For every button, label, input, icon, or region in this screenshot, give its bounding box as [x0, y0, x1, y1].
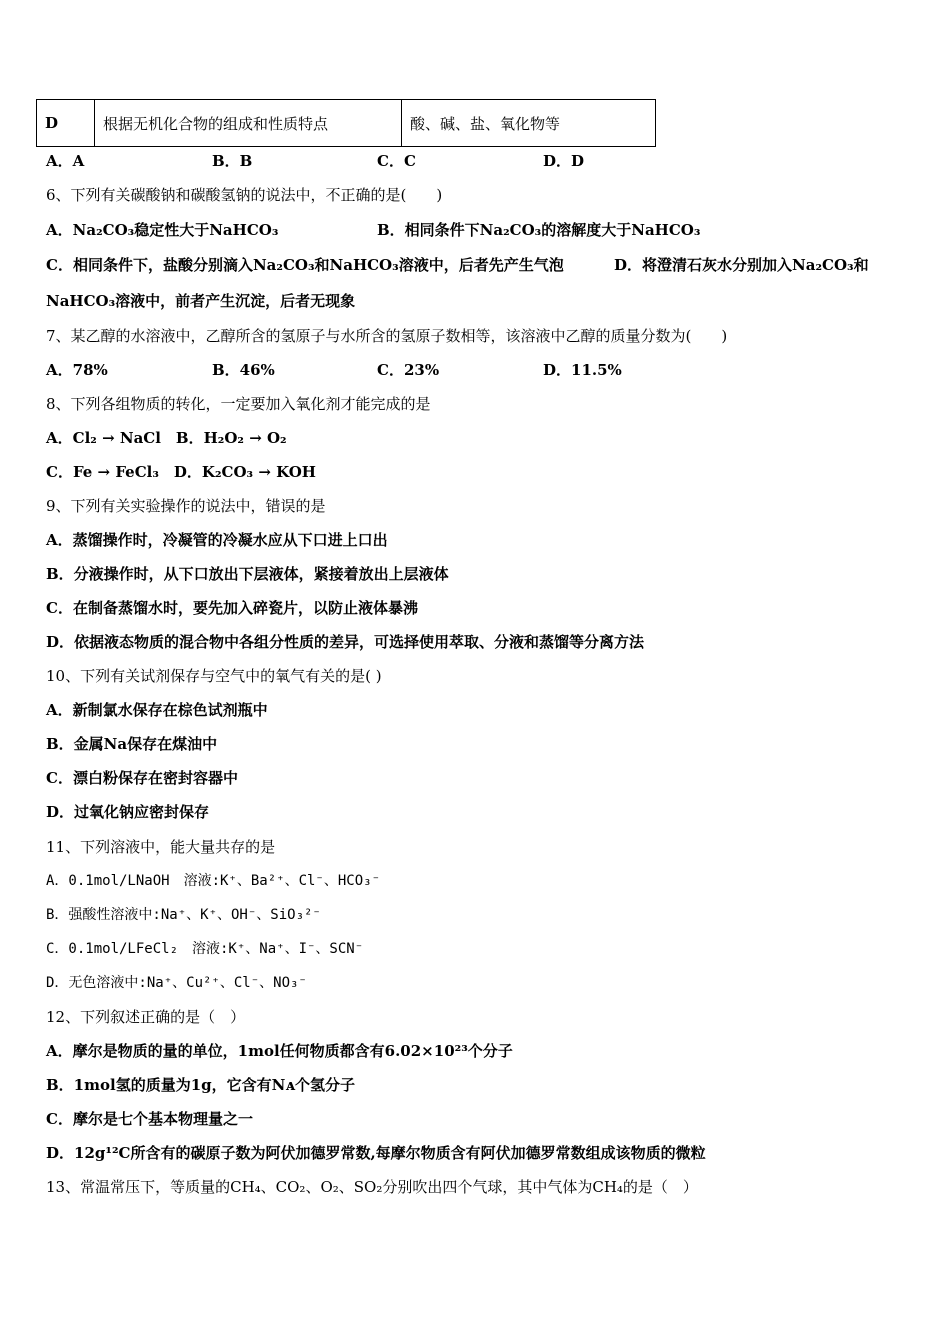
- q13-stem: 13、常温常压下，等质量的CH₄、CO₂、O₂、SO₂分别吹出四个气球，其中气体为CH₄的是（ ）: [46, 1178, 698, 1196]
- q12-option-c: C．摩尔是七个基本物理量之一: [46, 1110, 253, 1128]
- q8-stem: 8、下列各组物质的转化，一定要加入氧化剂才能完成的是: [46, 395, 431, 413]
- q11-option-b: B．强酸性溶液中:Na⁺、K⁺、OH⁻、SiO₃²⁻: [46, 907, 321, 923]
- q7-option-c: C．23%: [377, 361, 440, 379]
- q6-option-d-line1: D．将澄清石灰水分别加入Na₂CO₃和: [614, 256, 869, 274]
- q10-option-a: A．新制氯水保存在棕色试剂瓶中: [46, 701, 268, 719]
- q5-option-a: A．A: [46, 152, 85, 170]
- q6-option-c: C．相同条件下，盐酸分别滴入Na₂CO₃和NaHCO₃溶液中，后者先产生气泡: [46, 256, 564, 274]
- q10-option-d: D．过氧化钠应密封保存: [46, 803, 210, 821]
- q9-option-b: B．分液操作时，从下口放出下层液体，紧接着放出上层液体: [46, 565, 449, 583]
- table-cell-letter: D: [37, 100, 95, 147]
- q7-option-d: D．11.5%: [543, 361, 622, 379]
- q11-option-d: D．无色溶液中:Na⁺、Cu²⁺、Cl⁻、NO₃⁻: [46, 975, 307, 991]
- q12-option-a: A．摩尔是物质的量的单位，1mol任何物质都含有6.02×10²³个分子: [46, 1042, 513, 1060]
- q6-option-a: A．Na₂CO₃稳定性大于NaHCO₃: [46, 221, 279, 239]
- q5-option-b: B．B: [212, 152, 253, 170]
- q10-option-b: B．金属Na保存在煤油中: [46, 735, 218, 753]
- q7-option-b: B．46%: [212, 361, 275, 379]
- q9-option-c: C．在制备蒸馏水时，要先加入碎瓷片，以防止液体暴沸: [46, 599, 418, 617]
- q9-option-d: D．依据液态物质的混合物中各组分性质的差异，可选择使用萃取、分液和蒸馏等分离方法: [46, 633, 645, 651]
- q6-stem: 6、下列有关碳酸钠和碳酸氢钠的说法中，不正确的是( ): [46, 186, 443, 204]
- q6-option-b: B．相同条件下Na₂CO₃的溶解度大于NaHCO₃: [377, 221, 701, 239]
- q12-option-b: B．1mol氢的质量为1g，它含有Nᴀ个氢分子: [46, 1076, 355, 1094]
- q11-option-c: C．0.1mol/LFeCl₂ 溶液:K⁺、Na⁺、I⁻、SCN⁻: [46, 941, 364, 957]
- q7-stem: 7、某乙醇的水溶液中，乙醇所含的氢原子与水所含的氢原子数相等，该溶液中乙醇的质量分数为( ): [46, 327, 728, 345]
- q12-option-d: D．12g¹²C所含有的碳原子数为阿伏加德罗常数,每摩尔物质含有阿伏加德罗常数组成该物质的微粒: [46, 1144, 706, 1162]
- q5-option-d: D．D: [543, 152, 585, 170]
- q5-option-c: C．C: [377, 152, 416, 170]
- q8-options-cd: C．Fe → FeCl₃ D．K₂CO₃ → KOH: [46, 463, 316, 481]
- q8-options-ab: A．Cl₂ → NaCl B．H₂O₂ → O₂: [46, 429, 287, 447]
- q9-option-a: A．蒸馏操作时，冷凝管的冷凝水应从下口进上口出: [46, 531, 388, 549]
- q6-option-d-line2: NaHCO₃溶液中，前者产生沉淀，后者无现象: [46, 292, 356, 310]
- q7-option-a: A．78%: [46, 361, 108, 379]
- classification-table: [36, 99, 656, 147]
- q11-option-a: A．0.1mol/LNaOH 溶液:K⁺、Ba²⁺、Cl⁻、HCO₃⁻: [46, 873, 381, 889]
- table-row: [37, 100, 656, 147]
- table-cell-result: 酸、碱、盐、氧化物等: [402, 100, 656, 147]
- table-cell-basis: 根据无机化合物的组成和性质特点: [95, 100, 402, 147]
- q10-option-c: C．漂白粉保存在密封容器中: [46, 769, 238, 787]
- q10-stem: 10、下列有关试剂保存与空气中的氧气有关的是( ): [46, 667, 382, 685]
- q9-stem: 9、下列有关实验操作的说法中，错误的是: [46, 497, 326, 515]
- q12-stem: 12、下列叙述正确的是（ ）: [46, 1008, 246, 1026]
- q11-stem: 11、下列溶液中，能大量共存的是: [46, 838, 276, 856]
